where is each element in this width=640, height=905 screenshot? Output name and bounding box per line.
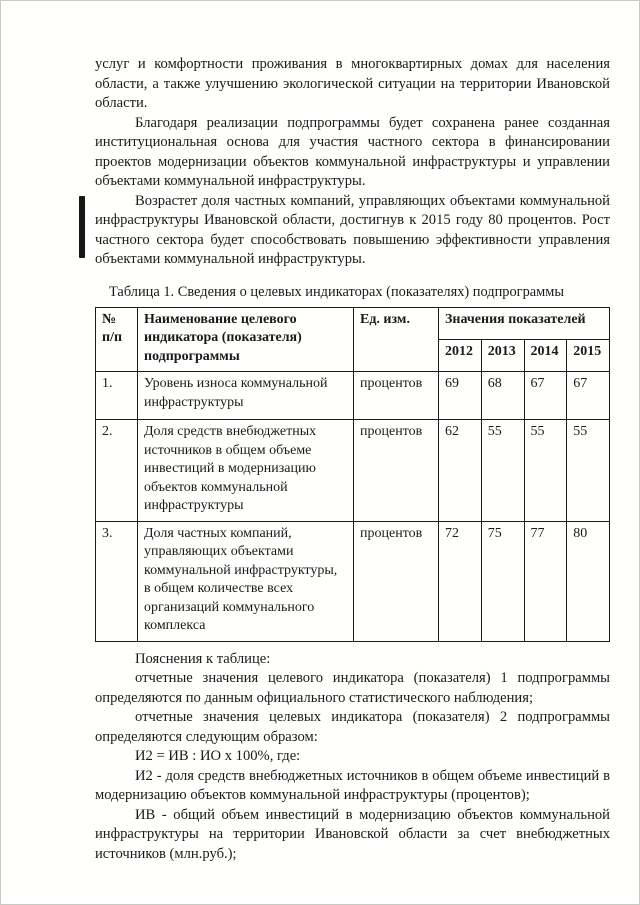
header-cell-year-2012: 2012 <box>439 339 482 371</box>
indicators-table <box>95 307 610 642</box>
table-row <box>96 521 610 641</box>
cell-value-2014: 55 <box>524 420 567 522</box>
paragraph-continuation: услуг и комфортности проживания в многоквартирных домах для населения области, а также улучшению экологической ситуации на территории Ивановской области. <box>95 56 610 111</box>
table-body <box>96 372 610 642</box>
cell-unit: процентов <box>354 420 439 522</box>
scan-artifact-mark <box>79 196 85 258</box>
paragraph: Возрастет доля частных компаний, управляющих объектами коммунальной инфраструктуры Ивановской области, достигнув к 2015 году 80 процентов. Рост частного сектора будет способствовать повышению эффективности управления объектами коммунальной инфраструктуры. <box>95 192 610 267</box>
cell-value-2013: 55 <box>481 420 524 522</box>
table-row <box>96 372 610 420</box>
cell-indicator-name: Уровень износа коммунальной инфраструктуры <box>138 372 354 420</box>
note-line: отчетные значения целевого индикатора (показателя) 1 подпрограммы определяются по данным официального статистического наблюдения; <box>95 670 610 706</box>
header-cell-values-group: Значения показателей <box>439 307 610 339</box>
cell-value-2015: 80 <box>567 521 610 641</box>
table-notes <box>95 650 610 865</box>
cell-value-2013: 68 <box>481 372 524 420</box>
header-cell-name: Наименование целевого индикатора (показателя) подпрограммы <box>138 307 354 372</box>
note-definition-i2: И2 - доля средств внебюджетных источников в общем объеме инвестиций в модернизацию объектов коммунальной инфраструктуры (процентов); <box>95 767 610 803</box>
table-caption: Таблица 1. Сведения о целевых индикаторах (показателях) подпрограммы <box>109 283 565 300</box>
cell-indicator-name: Доля частных компаний, управляющих объектами коммунальной инфраструктуры, в общем количестве всех организаций коммунального комплекса <box>138 521 354 641</box>
paragraph: Благодаря реализации подпрограммы будет сохранена ранее созданная институциональная основа для участия частного сектора в финансировании проектов модернизации объектов коммунальной инфраструктуры и управлении объектами коммунальной инфраструктуры. <box>95 114 610 189</box>
cell-unit: процентов <box>354 521 439 641</box>
header-cell-year-2015: 2015 <box>567 339 610 371</box>
note-definition-iv: ИВ - общий объем инвестиций в модернизацию объектов коммунальной инфраструктуры на территории Ивановской области за счет внебюджетных источников (млн.руб.); <box>95 806 610 862</box>
note-line: отчетные значения целевых индикатора (показателя) 2 подпрограммы определяются следующим образом: <box>95 709 610 745</box>
cell-value-2012: 62 <box>439 420 482 522</box>
header-cell-year-2014: 2014 <box>524 339 567 371</box>
cell-num: 2. <box>96 420 138 522</box>
cell-value-2012: 72 <box>439 521 482 641</box>
cell-unit: процентов <box>354 372 439 420</box>
header-cell-year-2013: 2013 <box>481 339 524 371</box>
cell-value-2012: 69 <box>439 372 482 420</box>
table-header <box>96 307 610 372</box>
cell-indicator-name: Доля средств внебюджетных источников в общем объеме инвестиций в модернизацию объектов коммунальной инфраструктуры <box>138 420 354 522</box>
cell-value-2013: 75 <box>481 521 524 641</box>
note-heading: Пояснения к таблице: <box>135 650 271 667</box>
header-cell-num: № п/п <box>96 307 138 372</box>
document-content <box>95 55 610 864</box>
cell-value-2014: 77 <box>524 521 567 641</box>
table-header-row-top <box>96 307 610 339</box>
header-cell-unit: Ед. изм. <box>354 307 439 372</box>
cell-num: 1. <box>96 372 138 420</box>
cell-value-2014: 67 <box>524 372 567 420</box>
table-row <box>96 420 610 522</box>
cell-value-2015: 55 <box>567 420 610 522</box>
cell-num: 3. <box>96 521 138 641</box>
note-formula: И2 = ИВ : ИО х 100%, где: <box>135 748 301 764</box>
cell-value-2015: 67 <box>567 372 610 420</box>
